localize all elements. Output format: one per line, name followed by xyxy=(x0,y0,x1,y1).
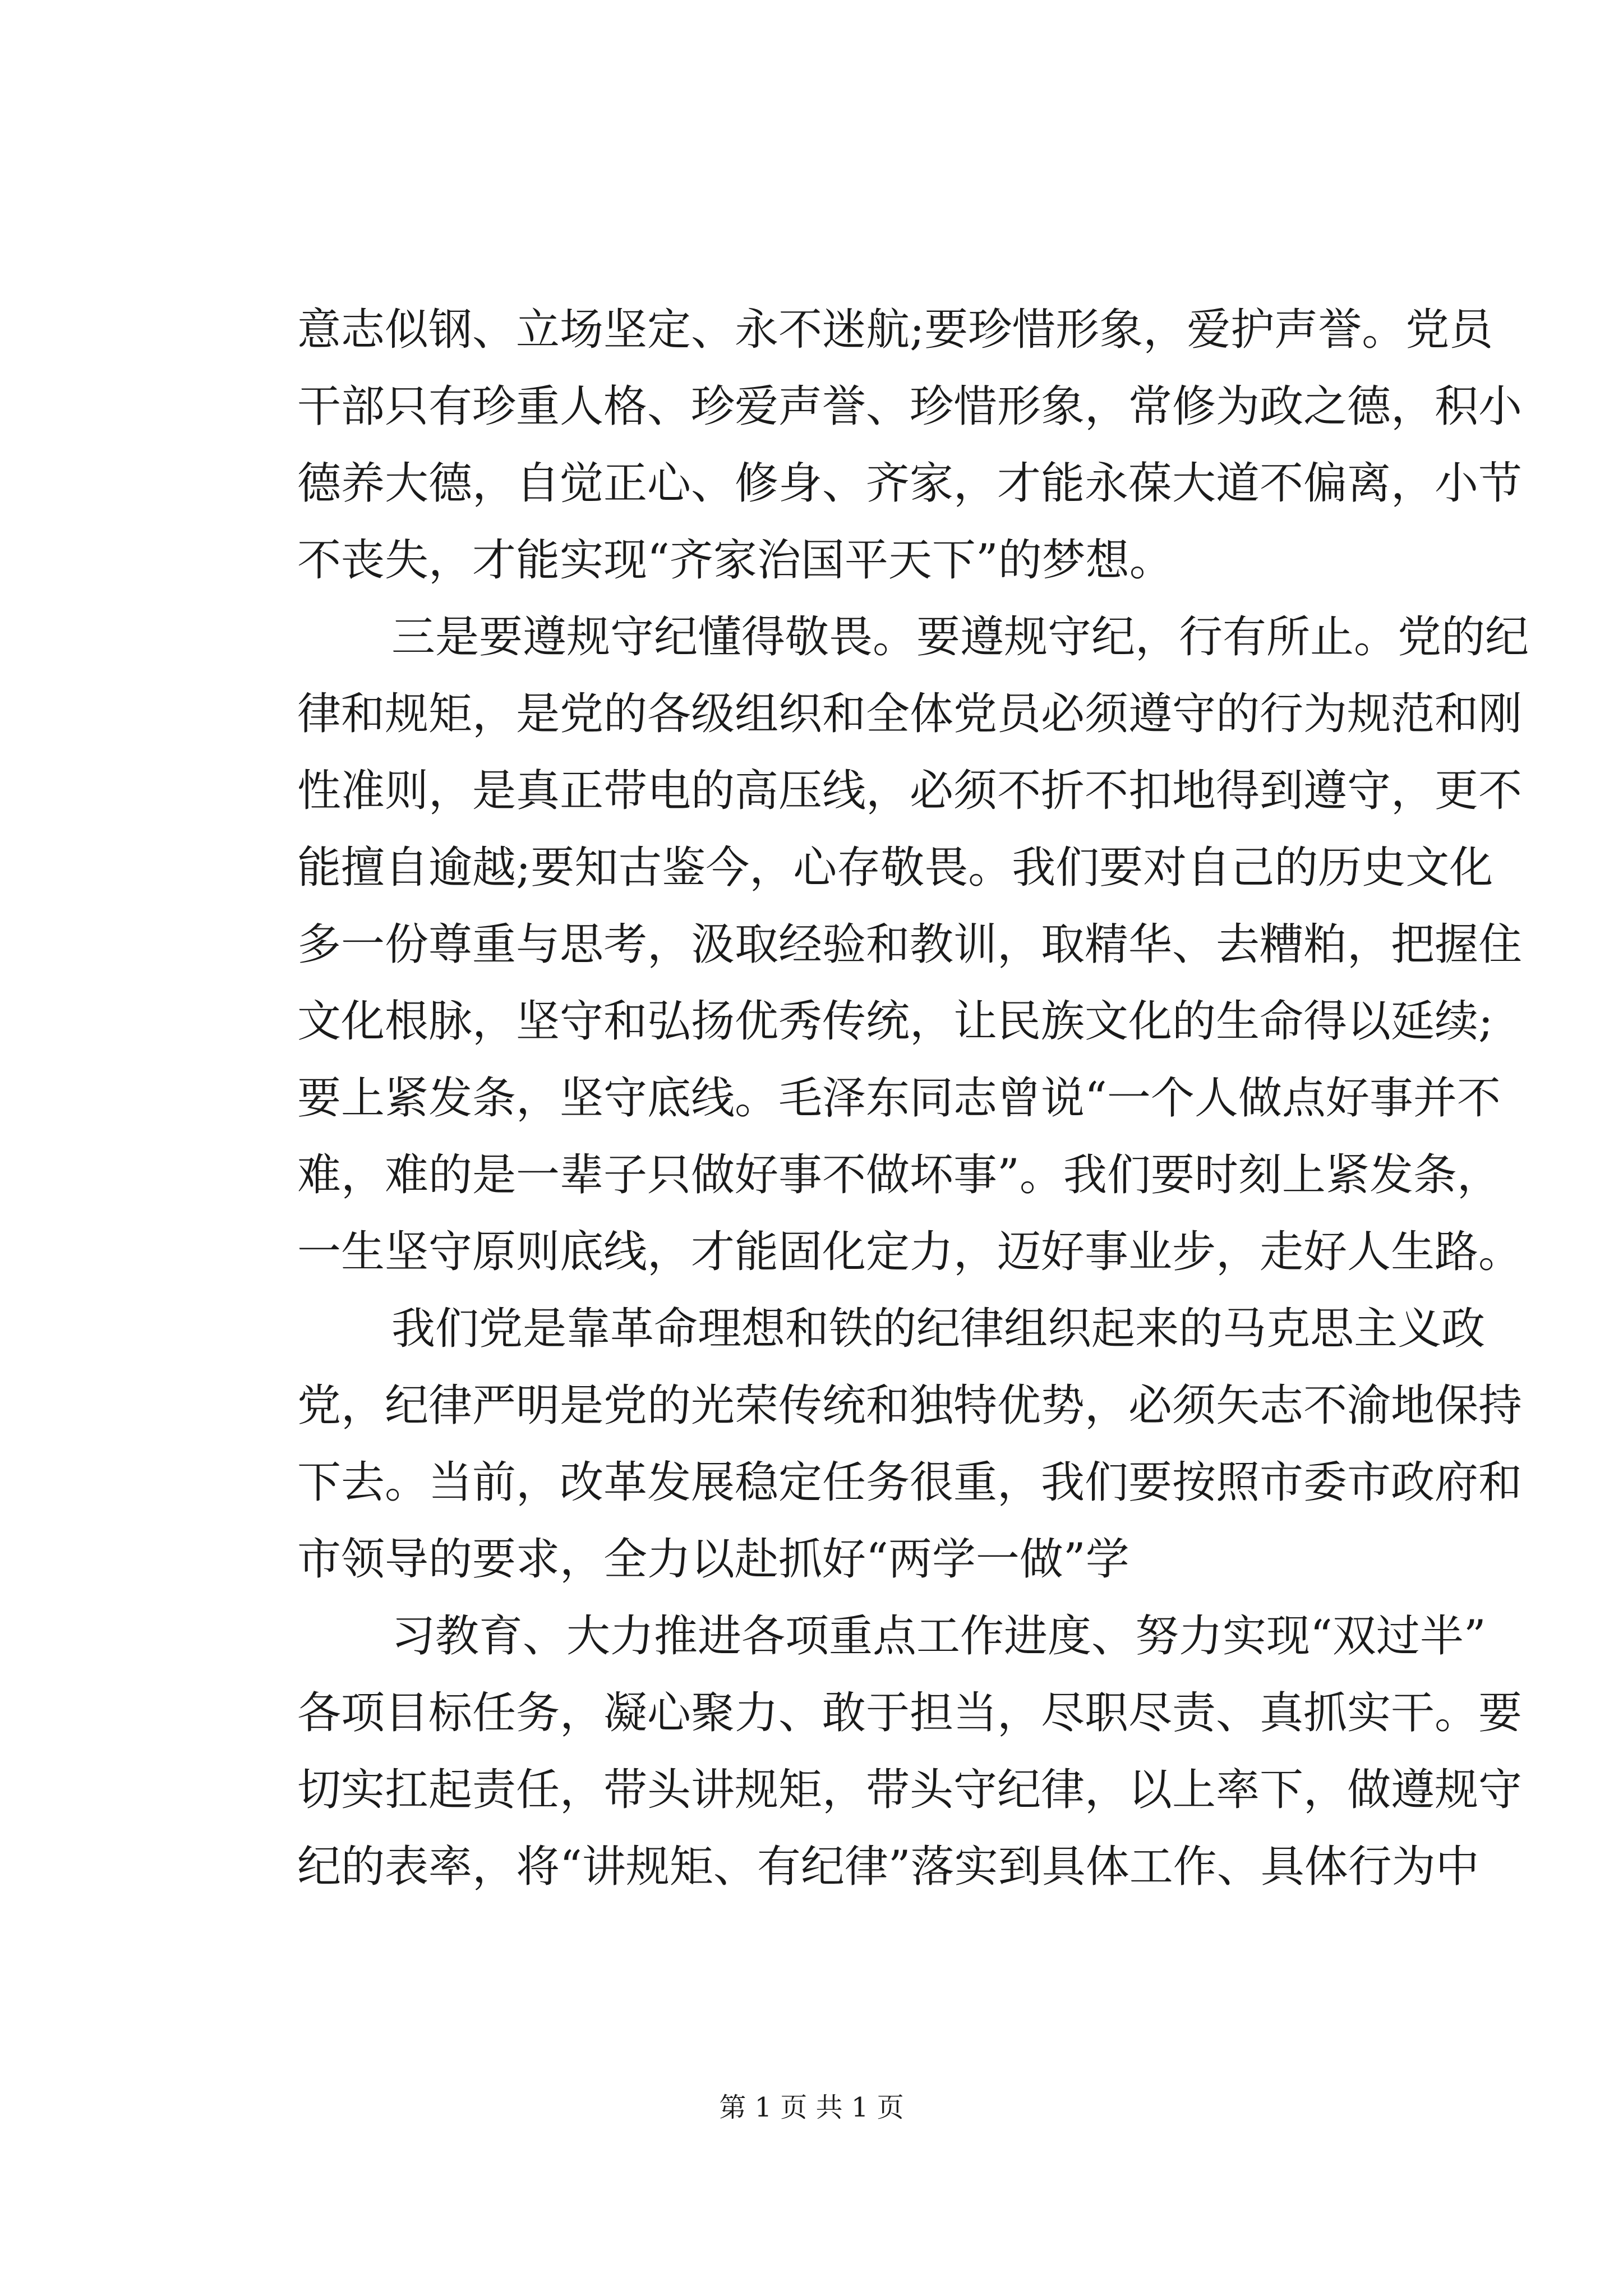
text-line: 党，纪律严明是党的光荣传统和独特优势，必须矢志不渝地保持 xyxy=(297,1381,1523,1431)
document-body xyxy=(297,292,1529,1906)
text-line: 难，难的是一辈子只做好事不做坏事”。我们要时刻上紧发条， xyxy=(297,1150,1501,1200)
text-line: 三是要遵规守纪懂得敬畏。要遵规守纪，行有所止。党的纪 xyxy=(391,612,1529,662)
text-line: 要上紧发条，坚守底线。毛泽东同志曾说“一个人做点好事并不 xyxy=(297,1073,1501,1124)
text-line: 文化根脉，坚守和弘扬优秀传统，让民族文化的生命得以延续; xyxy=(297,996,1493,1047)
text-line: 干部只有珍重人格、珍爱声誉、珍惜形象，常修为政之德，积小 xyxy=(297,381,1523,432)
text-line: 意志似钢、立场坚定、永不迷航;要珍惜形象，爱护声誉。党员 xyxy=(297,305,1493,355)
text-line: 律和规矩，是党的各级组织和全体党员必须遵守的行为规范和刚 xyxy=(297,689,1523,739)
text-line: 市领导的要求，全力以赴抓好“两学一做”学 xyxy=(297,1534,1129,1585)
text-line: 习教育、大力推进各项重点工作进度、努力实现“双过半” xyxy=(391,1611,1486,1662)
text-line: 各项目标任务，凝心聚力、敢于担当，尽职尽责、真抓实干。要 xyxy=(297,1688,1523,1738)
text-line: 能擅自逾越;要知古鉴今，心存敬畏。我们要对自己的历史文化 xyxy=(297,843,1493,893)
text-line: 性准则，是真正带电的高压线，必须不折不扣地得到遵守，更不 xyxy=(297,766,1523,816)
text-line: 纪的表率，将“讲规矩、有纪律”落实到具体工作、具体行为中 xyxy=(297,1842,1479,1892)
text-line: 多一份尊重与思考，汲取经验和教训，取精华、去糟粕，把握住 xyxy=(297,919,1523,970)
page-number-footer: 第 1 页 共 1 页 xyxy=(719,2092,904,2123)
text-line: 下去。当前，改革发展稳定任务很重，我们要按照市委市政府和 xyxy=(297,1457,1523,1508)
text-line: 一生坚守原则底线，才能固化定力，迈好事业步，走好人生路。 xyxy=(297,1227,1523,1277)
text-line: 不丧失，才能实现“齐家治国平天下”的梦想。 xyxy=(297,535,1173,586)
text-line: 我们党是靠革命理想和铁的纪律组织起来的马克思主义政 xyxy=(391,1304,1486,1354)
text-line: 切实扛起责任，带头讲规矩，带头守纪律，以上率下，做遵规守 xyxy=(297,1765,1523,1815)
text-line: 德养大德，自觉正心、修身、齐家，才能永葆大道不偏离，小节 xyxy=(297,458,1523,509)
